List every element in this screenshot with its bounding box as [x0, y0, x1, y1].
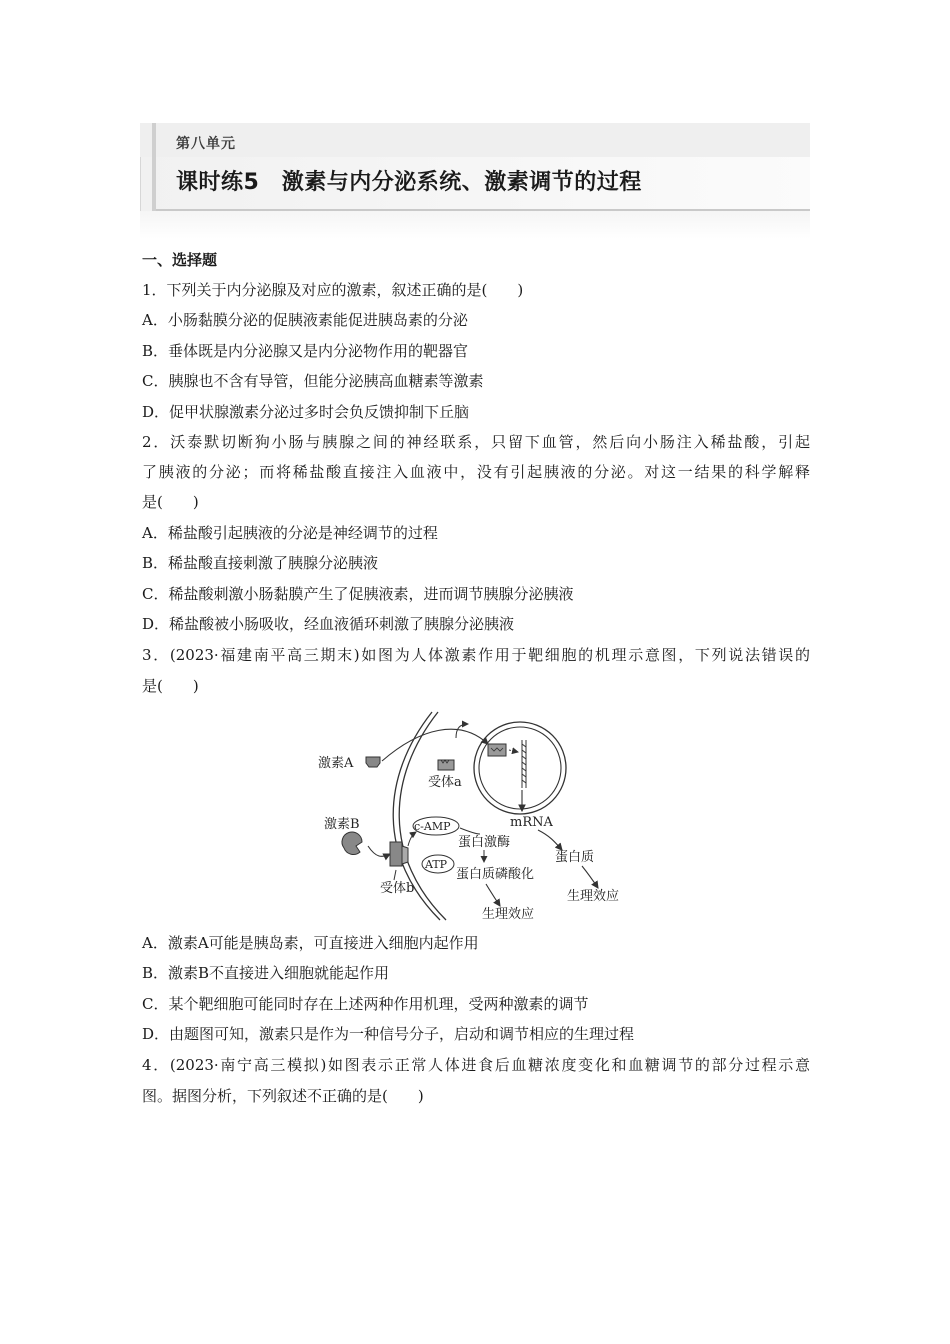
arrow-hormone-b [368, 846, 390, 856]
q1-option-a: A．小肠黏膜分泌的促胰液素能促进胰岛素的分泌 [142, 311, 468, 329]
q2-stem-line1: 2．沃泰默切断狗小肠与胰腺之间的神经联系，只留下血管，然后向小肠注入稀盐酸，引起 [142, 433, 810, 451]
label-effect-2: 生理效应 [567, 889, 620, 904]
label-effect-1: 生理效应 [482, 907, 535, 922]
label-receptor-a: 受体a [428, 775, 462, 790]
q2-stem-line2: 了胰液的分泌；而将稀盐酸直接注入血液中，没有引起胰液的分泌。对这一结果的科学解释 [142, 463, 810, 481]
header-left-bar [152, 123, 156, 211]
label-receptor-b: 受体b [380, 881, 415, 896]
q1-option-d: D．促甲状腺激素分泌过多时会负反馈抑制下丘脑 [142, 403, 470, 421]
q3-stem-line1: 3．(2023·福建南平高三期末)如图为人体激素作用于靶细胞的机理示意图，下列说法错误的 [142, 646, 810, 664]
label-protein: 蛋白质 [555, 850, 595, 865]
q3-option-d: D．由题图可知，激素只是作为一种信号分子，启动和调节相应的生理过程 [142, 1025, 635, 1043]
hormone-a-icon [366, 757, 380, 767]
header-top-strip [140, 123, 810, 157]
complex-icon [488, 744, 506, 756]
label-phosphorylation: 蛋白质磷酸化 [456, 867, 535, 882]
q4-stem-line2: 图。据图分析，下列叙述不正确的是( ) [142, 1087, 424, 1105]
q2-option-c: C．稀盐酸刺激小肠黏膜产生了促胰液素，进而调节胰腺分泌胰液 [142, 585, 574, 603]
header-fade [140, 211, 810, 239]
dna-strand-icon [522, 740, 526, 788]
label-mrna: mRNA [510, 815, 553, 830]
q1-option-b: B．垂体既是内分泌腺又是内分泌物作用的靶器官 [142, 342, 469, 360]
nucleus-inner [479, 727, 561, 809]
label-atp: ATP [425, 858, 448, 871]
q3-option-b: B．激素B不直接进入细胞就能起作用 [142, 964, 390, 982]
q2-stem-line3: 是( ) [142, 493, 199, 511]
label-hormone-a: 激素A [318, 756, 354, 771]
receptor-b-icon [390, 842, 402, 866]
q1-option-c: C．胰腺也不含有导管，但能分泌胰高血糖素等激素 [142, 372, 484, 390]
q2-option-a: A．稀盐酸引起胰液的分泌是神经调节的过程 [142, 524, 438, 542]
q1-stem: 1．下列关于内分泌腺及对应的激素，叙述正确的是( ) [142, 281, 524, 299]
arrow-hormone-a [382, 729, 488, 761]
q2-option-d: D．稀盐酸被小肠吸收，经血液循环刺激了胰腺分泌胰液 [142, 615, 515, 633]
hormone-b-icon [342, 832, 362, 855]
header-left-edge [140, 157, 141, 211]
q4-stem-line1: 4．(2023·南宁高三模拟)如图表示正常人体进食后血糖浓度变化和血糖调节的部分过程示意 [142, 1056, 810, 1074]
unit-label: 第八单元 [176, 136, 236, 152]
label-camp: c-AMP [414, 820, 451, 833]
q3-option-c: C．某个靶细胞可能同时存在上述两种作用机理，受两种激素的调节 [142, 995, 589, 1013]
label-protein-kinase: 蛋白激酶 [458, 835, 511, 850]
q3-stem-line2: 是( ) [142, 677, 199, 695]
nucleus-outer [474, 722, 566, 814]
hormone-mechanism-figure [310, 708, 650, 928]
q3-option-a: A．激素A可能是胰岛素，可直接进入细胞内起作用 [142, 934, 479, 952]
header-underline [156, 209, 810, 211]
lesson-title: 课时练5 激素与内分泌系统、激素调节的过程 [176, 170, 642, 195]
q2-option-b: B．稀盐酸直接刺激了胰腺分泌胰液 [142, 554, 379, 572]
section-heading: 一、选择题 [142, 251, 218, 269]
label-hormone-b: 激素B [324, 817, 360, 832]
